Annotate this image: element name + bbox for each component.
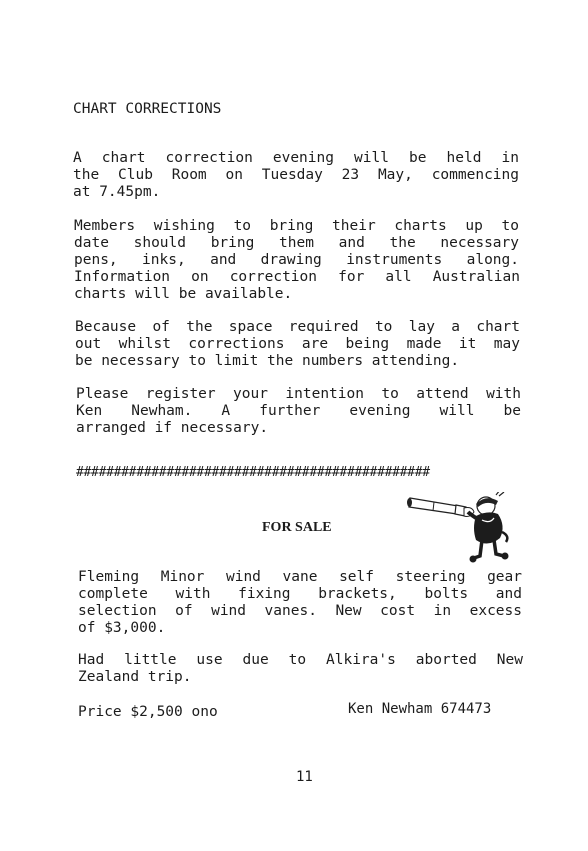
- for-sale-desc-line-3: selection of wind vanes. New cost in excess: [78, 603, 522, 619]
- paragraph-2-line-4: Information on correction for all Australian: [74, 269, 520, 285]
- paragraph-2-line-5: charts will be available.: [74, 286, 293, 302]
- paragraph-4-line-1: Please register your intention to attend with: [76, 386, 521, 402]
- paragraph-4-line-2: Ken Newham. A further evening will be: [76, 403, 521, 419]
- for-sale-desc-line-2: complete with fixing brackets, bolts and: [78, 586, 522, 602]
- for-sale-desc-line-1: Fleming Minor wind vane self steering gear: [78, 569, 522, 585]
- for-sale-note-line-2: Zealand trip.: [78, 669, 192, 685]
- for-sale-price: Price $2,500 ono: [78, 704, 218, 720]
- paragraph-2-line-2: date should bring them and the necessary: [74, 235, 519, 251]
- for-sale-note-line-1: Had little use due to Alkira's aborted New: [78, 652, 523, 668]
- page-number: 11: [296, 769, 313, 785]
- paragraph-2-line-3: pens, inks, and drawing instruments along.: [74, 252, 519, 268]
- paragraph-1-line-1: A chart correction evening will be held in: [73, 150, 519, 166]
- for-sale-desc-line-4: of $3,000.: [78, 620, 166, 636]
- paragraph-3-line-3: be necessary to limit the numbers attending.: [75, 353, 460, 369]
- paragraph-1-line-2: the Club Room on Tuesday 23 May, commencing: [73, 167, 519, 183]
- paragraph-1-line-3: at 7.45pm.: [73, 184, 161, 200]
- paragraph-4-line-3: arranged if necessary.: [76, 420, 269, 436]
- paragraph-3-line-1: Because of the space required to lay a chart: [75, 319, 520, 335]
- telescope-sailor-illustration: [406, 492, 524, 570]
- paragraph-3-line-2: out whilst corrections are being made it may: [75, 336, 520, 352]
- for-sale-contact: Ken Newham 674473: [348, 701, 492, 717]
- for-sale-heading: FOR SALE: [262, 520, 332, 535]
- paragraph-2-line-1: Members wishing to bring their charts up to: [74, 218, 519, 234]
- section-title: CHART CORRECTIONS: [73, 101, 222, 117]
- hash-divider: ###############################################: [76, 465, 430, 480]
